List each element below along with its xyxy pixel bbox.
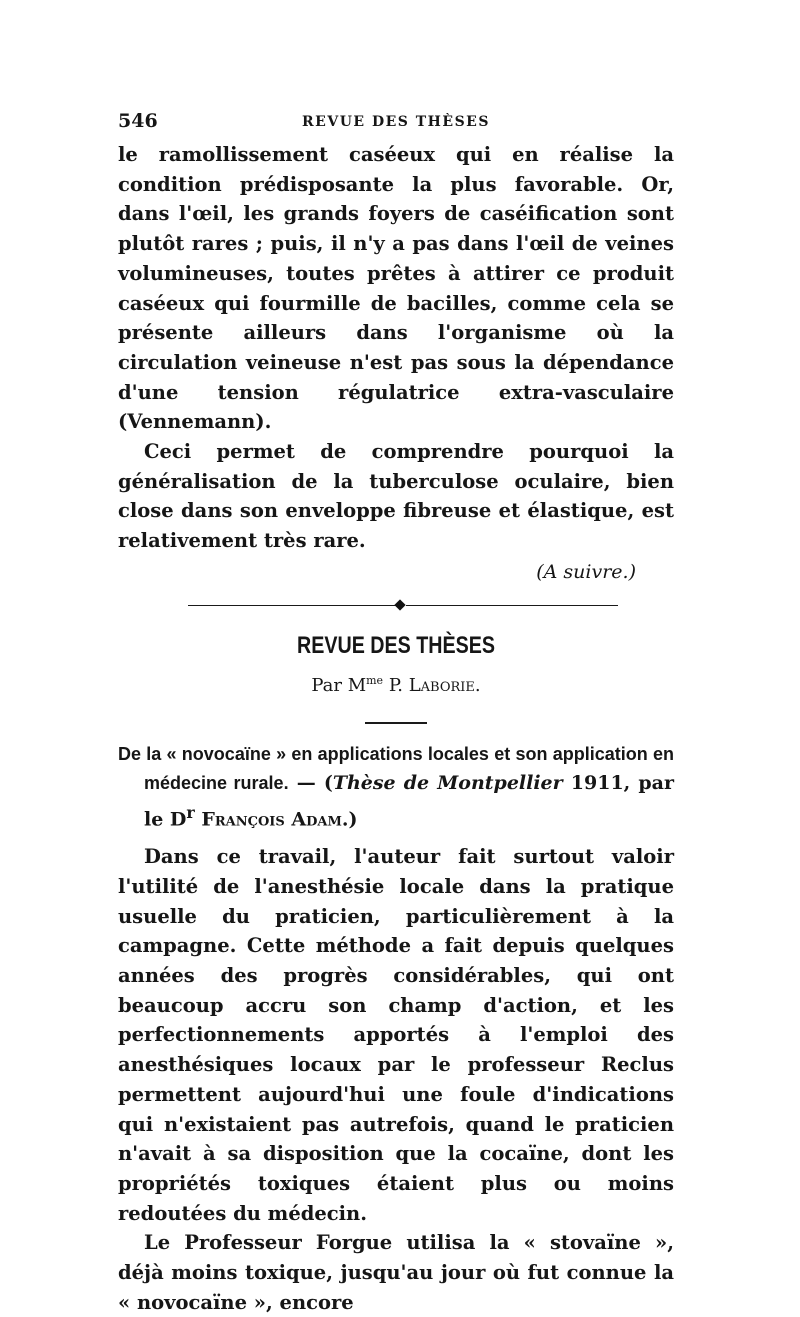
thesis-source: Thèse de Montpellier — [332, 771, 563, 794]
byline-prefix: Par M — [311, 674, 367, 696]
book-page — [118, 110, 674, 1317]
thesis-title: De la « novocaïne » en applications locales et son application en médecine rurale. — [118, 743, 674, 793]
thesis-entry-citation — [118, 740, 674, 834]
thesis-year: 1911, par le D — [144, 771, 674, 831]
doctor-sup: r — [186, 802, 195, 822]
continued-paragraph: le ramollissement caséeux qui en réalise la condition prédisposante la plus favorable. Or, dans l'œil, les grands foyers de caséification sont plutôt rares ; puis, il n'y a pas dans l'œil de veines volumineuses, toutes prêtes à attirer ce produit caséeux qui fourmille de bacilles, comme cela se présente ailleurs dans l'organisme où la circulation veineuse n'est pas sous la dépendance d'une tension régulatrice extra-vasculaire (Vennemann). — [118, 143, 674, 434]
section-heading: REVUE DES THÈSES — [297, 631, 495, 659]
byline-name: P. Laborie. — [388, 674, 481, 696]
to-be-continued-note: (A suivre.) — [536, 560, 636, 583]
section-divider — [118, 591, 674, 621]
continued-paragraph-2: Ceci permet de comprendre pourquoi la généralisation de la tuberculose oculaire, bien close dans son enveloppe fibreuse et élastique, est relativement très rare. — [118, 440, 674, 553]
citation-dash: — — [288, 771, 324, 794]
byline — [118, 667, 674, 700]
running-header — [118, 110, 674, 140]
review-paragraph-2: Le Professeur Forgue utilisa la « stovaïne », déjà moins toxique, jusqu'au jour où fut connue la « novocaïne », encore — [118, 1231, 674, 1314]
divider-line-right — [406, 605, 618, 607]
short-rule — [365, 722, 427, 724]
source-open: ( — [323, 771, 333, 794]
byline-title-sup: me — [366, 673, 384, 687]
divider-line-left — [188, 605, 396, 607]
review-body — [118, 842, 674, 1317]
review-paragraph: Dans ce travail, l'auteur fait surtout valoir l'utilité de l'anesthésie locale dans la pratique usuelle du praticien, particulièrement à la campagne. Cette méthode a fait depuis quelques années des progrès considérables, qui ont beaucoup accru son champ d'action, et les perfectionnements apportés à l'emploi des anesthésiques locaux par le professeur Reclus permettent aujourd'hui une foule d'indications qui n'existaient pas autrefois, quand le praticien n'avait à sa disposition que la cocaïne, dont les propriétés toxiques étaient plus ou moins redoutées du médecin. — [118, 845, 674, 1225]
diamond-ornament-icon — [394, 599, 405, 610]
page-number: 546 — [118, 110, 158, 132]
continued-article — [118, 140, 674, 587]
thesis-author: François Adam.) — [194, 808, 358, 831]
running-title: REVUE DES THÈSES — [302, 114, 490, 130]
